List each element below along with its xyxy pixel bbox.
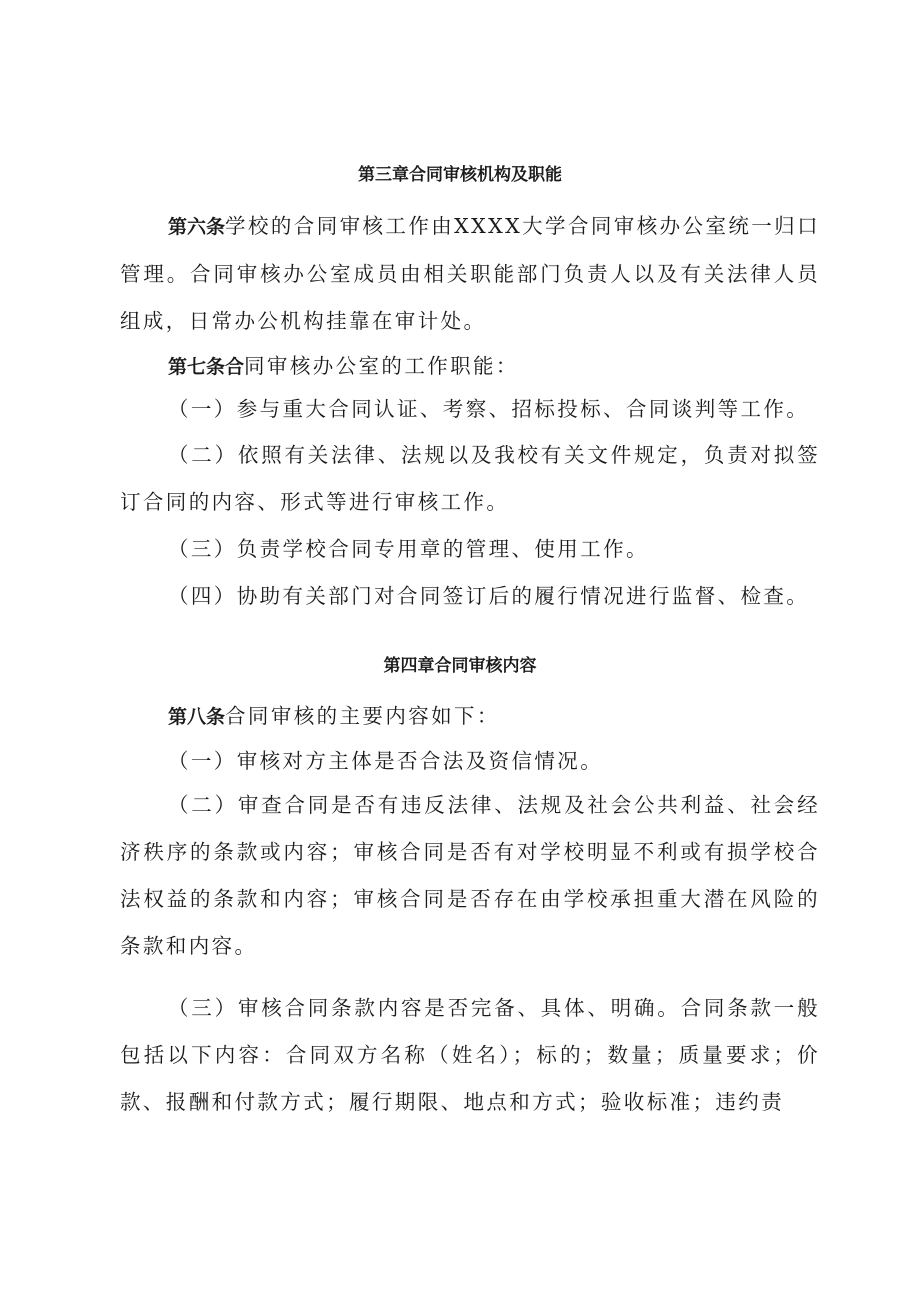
article-7-item-2: （二）依照有关法律、法规以及我校有关文件规定，负责对拟签订合同的内容、形式等进行审核工作。 bbox=[120, 443, 820, 514]
article-8-paragraph bbox=[120, 693, 820, 741]
article-7-text: 同审核办公室的工作职能： bbox=[244, 354, 519, 378]
chapter-3-heading: 第三章合同审核机构及职能 bbox=[358, 165, 562, 185]
article-8-item-2: （二）审查合同是否有违反法律、法规及社会公共利益、社会经济秩序的条款或内容；审核合同是否有对学校明显不利或有损学校合法权益的条款和内容；审核合同是否存在由学校承担重大潜在风险的条款和内容。 bbox=[120, 793, 820, 958]
article-7-label: 第七条合 bbox=[168, 356, 245, 378]
article-8-label: 第八条 bbox=[168, 706, 226, 728]
chapter-4-heading: 第四章合同审核内容 bbox=[383, 656, 537, 676]
article-7-paragraph bbox=[120, 343, 820, 391]
article-8-text: 合同审核的主要内容如下： bbox=[225, 704, 500, 728]
article-6-text: 学校的合同审核工作由XXXX大学合同审核办公室统一归口管理。合同审核办公室成员由相关职能部门负责人以及有关法律人员组成，日常办公机构挂靠在审计处。 bbox=[120, 214, 820, 333]
article-8-item-3: （三）审核合同条款内容是否完备、具体、明确。合同条款一般包括以下内容：合同双方名称（姓名）；标的；数量；质量要求；价款、报酬和付款方式；履行期限、地点和方式；验收标准；违约责 bbox=[120, 996, 820, 1114]
article-7-item-4: （四）协助有关部门对合同签订后的履行情况进行监督、检查。 bbox=[168, 584, 810, 608]
article-7-item-3: （三）负责学校合同专用章的管理、使用工作。 bbox=[168, 537, 649, 561]
article-8-item-1: （一）审核对方主体是否合法及资信情况。 bbox=[168, 749, 604, 773]
article-6-paragraph bbox=[120, 203, 820, 345]
article-7-item-1: （一）参与重大合同认证、考察、招标投标、合同谈判等工作。 bbox=[168, 397, 810, 421]
article-6-label: 第六条 bbox=[168, 216, 226, 238]
